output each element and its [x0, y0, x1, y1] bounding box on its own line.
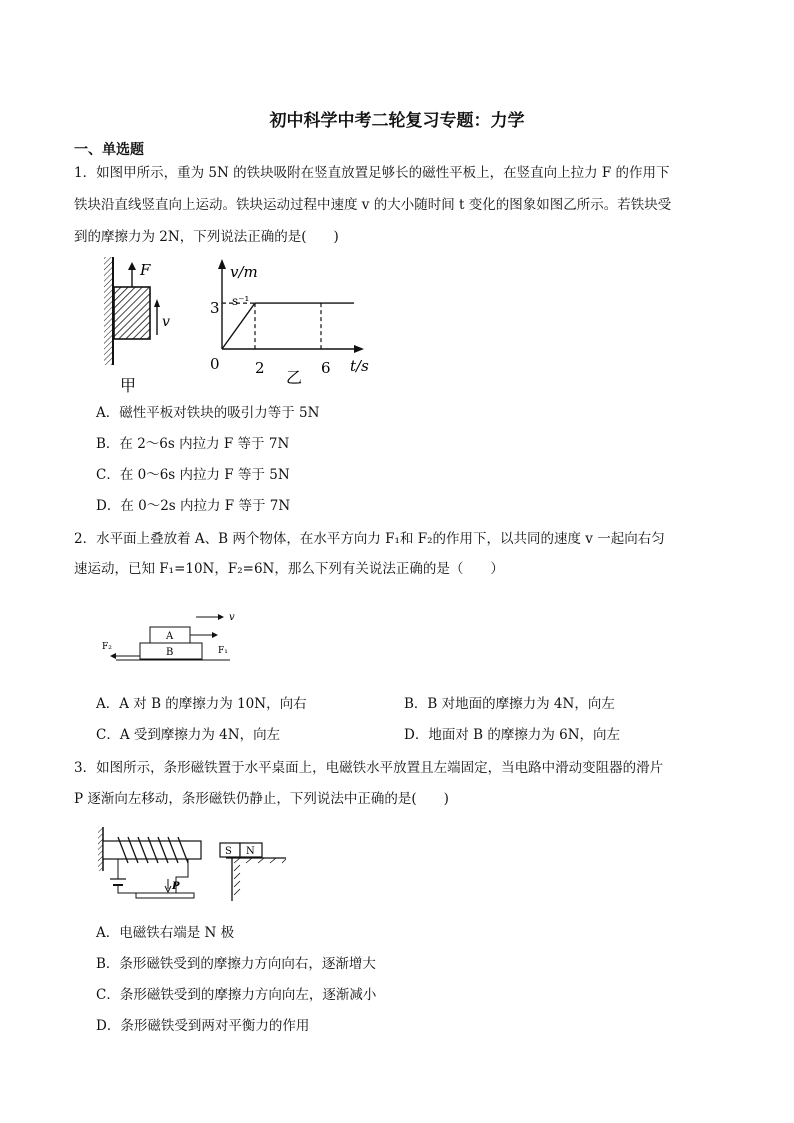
- q1-figure-jia: [96, 255, 186, 395]
- table-hatch: [234, 858, 286, 895]
- slider-p: [165, 879, 171, 892]
- velocity-label-q2: v: [229, 612, 235, 623]
- x-tick-2: 2: [255, 359, 265, 377]
- q3-stem-line-2: P 逐渐向左移动，条形磁铁仍静止，下列说法中正确的是( ): [74, 791, 449, 807]
- q1-stem-line-3: 到的摩擦力为 2N，下列说法正确的是( ): [74, 229, 339, 245]
- q2-option-d[interactable]: D．地面对 B 的摩擦力为 6N，向左: [404, 727, 621, 743]
- figure-caption-jia: 甲: [120, 376, 137, 395]
- figure-caption-yi: 乙: [286, 368, 303, 387]
- q3-option-d[interactable]: D．条形磁铁受到两对平衡力的作用: [96, 1018, 310, 1034]
- f2-label: F₂: [102, 642, 112, 652]
- y-axis-unit: s⁻¹: [232, 294, 250, 308]
- q1-option-b[interactable]: B．在 2～6s 内拉力 F 等于 7N: [96, 436, 290, 452]
- velocity-series-line: [222, 303, 354, 349]
- force-arrow-head: [128, 262, 136, 270]
- x-axis-arrow: [354, 345, 364, 353]
- q2-figure: [96, 605, 256, 665]
- q1-stem-line-1: 1．如图甲所示，重为 5N 的铁块吸附在竖直放置足够长的磁性平板上，在竖直向上拉力 F 的作用下: [74, 165, 670, 181]
- block-a-label: A: [166, 631, 174, 642]
- y-axis-arrow: [218, 259, 226, 269]
- electromagnet-core: [103, 841, 201, 859]
- f2-arrow-head: [110, 653, 116, 659]
- q3-stem-line-1: 3．如图所示，条形磁铁置于水平桌面上，电磁铁水平放置且左端固定，当电路中滑动变阻器的滑片: [74, 760, 664, 776]
- x-axis-label: t/s: [350, 357, 369, 375]
- q2-option-b[interactable]: B．B 对地面的摩擦力为 4N，向左: [404, 696, 615, 712]
- f1-arrow-head: [212, 632, 218, 638]
- q3-figure: [96, 823, 296, 908]
- velocity-label: v: [162, 314, 170, 330]
- f1-label: F₁: [218, 646, 228, 656]
- q3-option-c[interactable]: C．条形磁铁受到的摩擦力方向向左，逐渐减小: [96, 987, 377, 1003]
- q1-option-c[interactable]: C．在 0～6s 内拉力 F 等于 5N: [96, 467, 290, 483]
- slider-p-label: P: [172, 881, 180, 892]
- q2-stem-line-1: 2．水平面上叠放着 A、B 两个物体，在水平方向力 F₁和 F₂的作用下，以共同的速度 v 一起向右匀: [74, 531, 665, 547]
- q1-figure-yi: [200, 255, 390, 395]
- q1-option-a[interactable]: A．磁性平板对铁块的吸引力等于 5N: [96, 405, 320, 421]
- page-title: 初中科学中考二轮复习专题：力学: [269, 111, 525, 131]
- q3-option-a[interactable]: A．电磁铁右端是 N 极: [96, 925, 235, 941]
- iron-block: [114, 287, 150, 339]
- force-label: F: [140, 261, 151, 279]
- wall-hatching: [104, 257, 112, 365]
- bar-magnet-n-label: N: [246, 846, 255, 857]
- y-tick-3: 3: [210, 299, 220, 317]
- bar-magnet-s-label: S: [225, 846, 232, 857]
- section-heading: 一、单选题: [74, 142, 144, 158]
- q1-stem-line-2: 铁块沿直线竖直向上运动。铁块运动过程中速度 v 的大小随时间 t 变化的图象如图乙所示。若铁块受: [74, 197, 672, 213]
- q2-option-c[interactable]: C．A 受到摩擦力为 4N，向左: [96, 727, 281, 743]
- q2-option-a[interactable]: A．A 对 B 的摩擦力为 10N，向右: [96, 696, 307, 712]
- velocity-arrow-head: [154, 299, 160, 307]
- y-axis-label: v/m: [230, 263, 258, 281]
- block-b-label: B: [166, 647, 174, 658]
- rheostat: [136, 893, 194, 898]
- x-tick-6: 6: [321, 359, 331, 377]
- q3-option-b[interactable]: B．条形磁铁受到的摩擦力方向向右，逐渐增大: [96, 956, 376, 972]
- q2-stem-line-2: 速运动，已知 F₁=10N，F₂=6N，那么下列有关说法正确的是（ ）: [74, 561, 504, 577]
- x-tick-0: 0: [210, 355, 220, 373]
- q1-option-d[interactable]: D．在 0～2s 内拉力 F 等于 7N: [96, 498, 291, 514]
- velocity-arrow-head-q2: [218, 614, 224, 620]
- velocity-time-plot: [222, 303, 354, 349]
